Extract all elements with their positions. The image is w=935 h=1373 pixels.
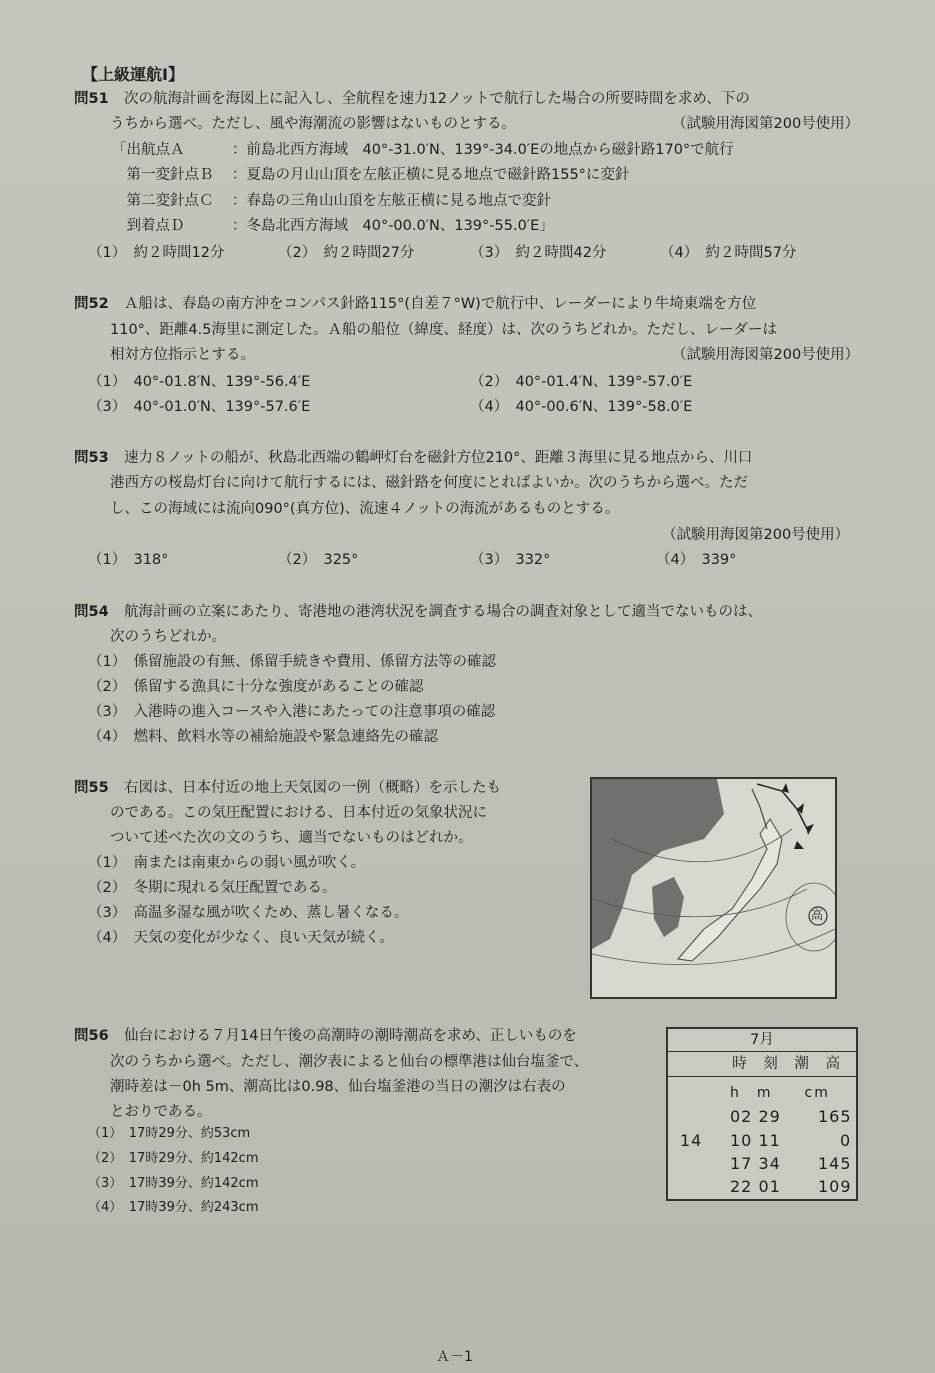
q51-route-a-text: ：前島北西方海域 40°-31.0′N、139°-34.0′Eの地点から磁針路170°で航行 (232, 142, 734, 158)
q55-stem-line2: のである。この気圧配置における、日本付近の気象状況に (110, 805, 487, 821)
q53-choice-2[interactable]: （2） 325° (278, 552, 359, 568)
q51-route-b-label: 第一変針点Ｂ (112, 167, 214, 183)
q51-route-a-label: 「出航点Ａ (112, 142, 185, 158)
q51-stem-line2: うちから選べ。ただし、風や海潮流の影響はないものとする。 (110, 116, 516, 132)
q51-route-d-text: ：冬島北西方海域 40°-00.0′N、139°-55.0′E」 (232, 218, 554, 234)
tide-row-3-time: 17 34 (730, 1154, 781, 1173)
q53-stem-line3: し、この海域には流向090°(真方位)、流速４ノットの海流があるものとする。 (110, 501, 620, 517)
q52-stem-line3: 相対方位指示とする。 (110, 347, 255, 363)
q54-choice-2[interactable]: （2） 係留する漁具に十分な強度があることの確認 (88, 679, 424, 695)
q56-stem-line2: 次のうちから選べ。ただし、潮汐表によると仙台の標準港は仙台塩釜で、 (110, 1054, 589, 1070)
q54-number: 問54 (74, 604, 109, 620)
q54-stem-line2: 次のうちどれか。 (110, 629, 226, 645)
q55-choice-3[interactable]: （3） 高温多湿な風が吹くため、蒸し暑くなる。 (88, 905, 409, 921)
q52-choice-1[interactable]: （1） 40°-01.8′N、139°-56.4′E (88, 374, 311, 390)
q51-stem-line1: 次の航海計画を海図上に記入し、全航程を速力12ノットで航行した場合の所要時間を求め、下の (124, 91, 750, 107)
q56-choice-2[interactable]: （2） 17時29分、約142cm (88, 1151, 259, 1166)
q54-choice-1[interactable]: （1） 係留施設の有無、係留手続きや費用、係留方法等の確認 (88, 654, 496, 670)
q53-chart-ref: （試験用海図第200号使用） (662, 527, 850, 543)
q55-choice-4[interactable]: （4） 天気の変化が少なく、良い天気が続く。 (88, 930, 394, 946)
q52-choice-3[interactable]: （3） 40°-01.0′N、139°-57.6′E (88, 399, 311, 415)
tide-row-1-time: 02 29 (730, 1107, 781, 1126)
q53-choice-3[interactable]: （3） 332° (470, 552, 551, 568)
tide-row-3-height: 145 (818, 1154, 852, 1173)
q51-route-c-text: ：春島の三角山山頂を左舷正横に見る地点で変針 (232, 193, 551, 209)
q56-stem-line1: 仙台における７月14日午後の高潮時の潮時潮高を求め、正しいものを (124, 1028, 577, 1044)
q51-route-c-label: 第二変針点Ｃ (112, 193, 214, 209)
q51-choice-2[interactable]: （2） 約２時間27分 (278, 245, 415, 261)
tide-table-day: 14 (680, 1131, 703, 1150)
q54-choice-4[interactable]: （4） 燃料、飲料水等の補給施設や緊急連絡先の確認 (88, 729, 438, 745)
q53-choice-1[interactable]: （1） 318° (88, 552, 169, 568)
q55-choice-2[interactable]: （2） 冬期に現れる気圧配置である。 (88, 880, 337, 896)
q56-choice-3[interactable]: （3） 17時39分、約142cm (88, 1176, 259, 1191)
q56-stem-line3: 潮時差は－0h 5m、潮高比は0.98、仙台塩釜港の当日の潮汐は右表の (110, 1079, 566, 1095)
q53-number: 問53 (74, 450, 109, 466)
q52-choice-2[interactable]: （2） 40°-01.4′N、139°-57.0′E (470, 374, 693, 390)
q53-choice-4[interactable]: （4） 339° (656, 552, 737, 568)
weather-map-drawing (592, 779, 835, 997)
q51-number: 問51 (74, 91, 109, 107)
section-title: 【上級運航Ⅰ】 (82, 65, 184, 84)
q56-choice-1[interactable]: （1） 17時29分、約53cm (88, 1126, 251, 1141)
tide-table (666, 1027, 858, 1201)
q52-choice-4[interactable]: （4） 40°-00.6′N、139°-58.0′E (470, 399, 693, 415)
tide-row-2-time: 10 11 (730, 1131, 781, 1150)
q53-stem-line2: 港西方の桜島灯台に向けて航行するには、磁針路を何度にとればよいか。次のうちから選べ。ただ (110, 475, 748, 491)
tide-table-header: 時 刻 潮 高 (668, 1052, 856, 1077)
q56-choice-4[interactable]: （4） 17時39分、約243cm (88, 1200, 259, 1215)
q54-choice-3[interactable]: （3） 入港時の進入コースや入港にあたっての注意事項の確認 (88, 704, 496, 720)
q52-stem-line1: Ａ船は、春島の南方沖をコンパス針路115°(自差７°W)で航行中、レーダーにより牛埼東端を方位 (124, 296, 757, 312)
tide-row-4-height: 109 (818, 1177, 852, 1196)
tide-row-2-height: 0 (840, 1131, 852, 1150)
q52-number: 問52 (74, 296, 109, 312)
q51-choice-4[interactable]: （4） 約２時間57分 (660, 245, 797, 261)
q51-route-d-label: 到着点Ｄ (112, 218, 185, 234)
q55-stem-line3: ついて述べた次の文のうち、適当でないものはどれか。 (110, 830, 473, 846)
q51-choice-1[interactable]: （1） 約２時間12分 (88, 245, 225, 261)
tide-row-1-height: 165 (818, 1107, 852, 1126)
q55-stem-line1: 右図は、日本付近の地上天気図の一例（概略）を示したも (124, 780, 501, 796)
q56-number: 問56 (74, 1028, 109, 1044)
weather-map (590, 777, 837, 999)
q51-choice-3[interactable]: （3） 約２時間42分 (470, 245, 607, 261)
q54-stem-line1: 航海計画の立案にあたり、寄港地の港湾状況を調査する場合の調査対象として適当でないものは、 (124, 604, 762, 620)
page-number: Ａ－1 (436, 1349, 473, 1365)
tide-row-4-time: 22 01 (730, 1177, 781, 1196)
q51-chart-ref: （試験用海図第200号使用） (672, 116, 860, 132)
q55-choice-1[interactable]: （1） 南または南東からの弱い風が吹く。 (88, 855, 366, 871)
tide-table-units: h m cm (730, 1085, 830, 1101)
q52-chart-ref: （試験用海図第200号使用） (672, 347, 860, 363)
q55-number: 問55 (74, 780, 109, 796)
q51-route-b-text: ：夏島の月山山頂を左舷正横に見る地点で磁針路155°に変針 (232, 167, 630, 183)
tide-table-month: 7月 (668, 1029, 856, 1052)
q52-stem-line2: 110°、距離4.5海里に測定した。Ａ船の船位（緯度、経度）は、次のうちどれか。ただし、レーダーは (110, 322, 777, 338)
high-pressure-label: 高 (811, 908, 824, 922)
q56-stem-line4: とおりである。 (110, 1104, 212, 1120)
q53-stem-line1: 速力８ノットの船が、秋島北西端の鶴岬灯台を磁針方位210°、距離３海里に見る地点から、川口 (124, 450, 753, 466)
